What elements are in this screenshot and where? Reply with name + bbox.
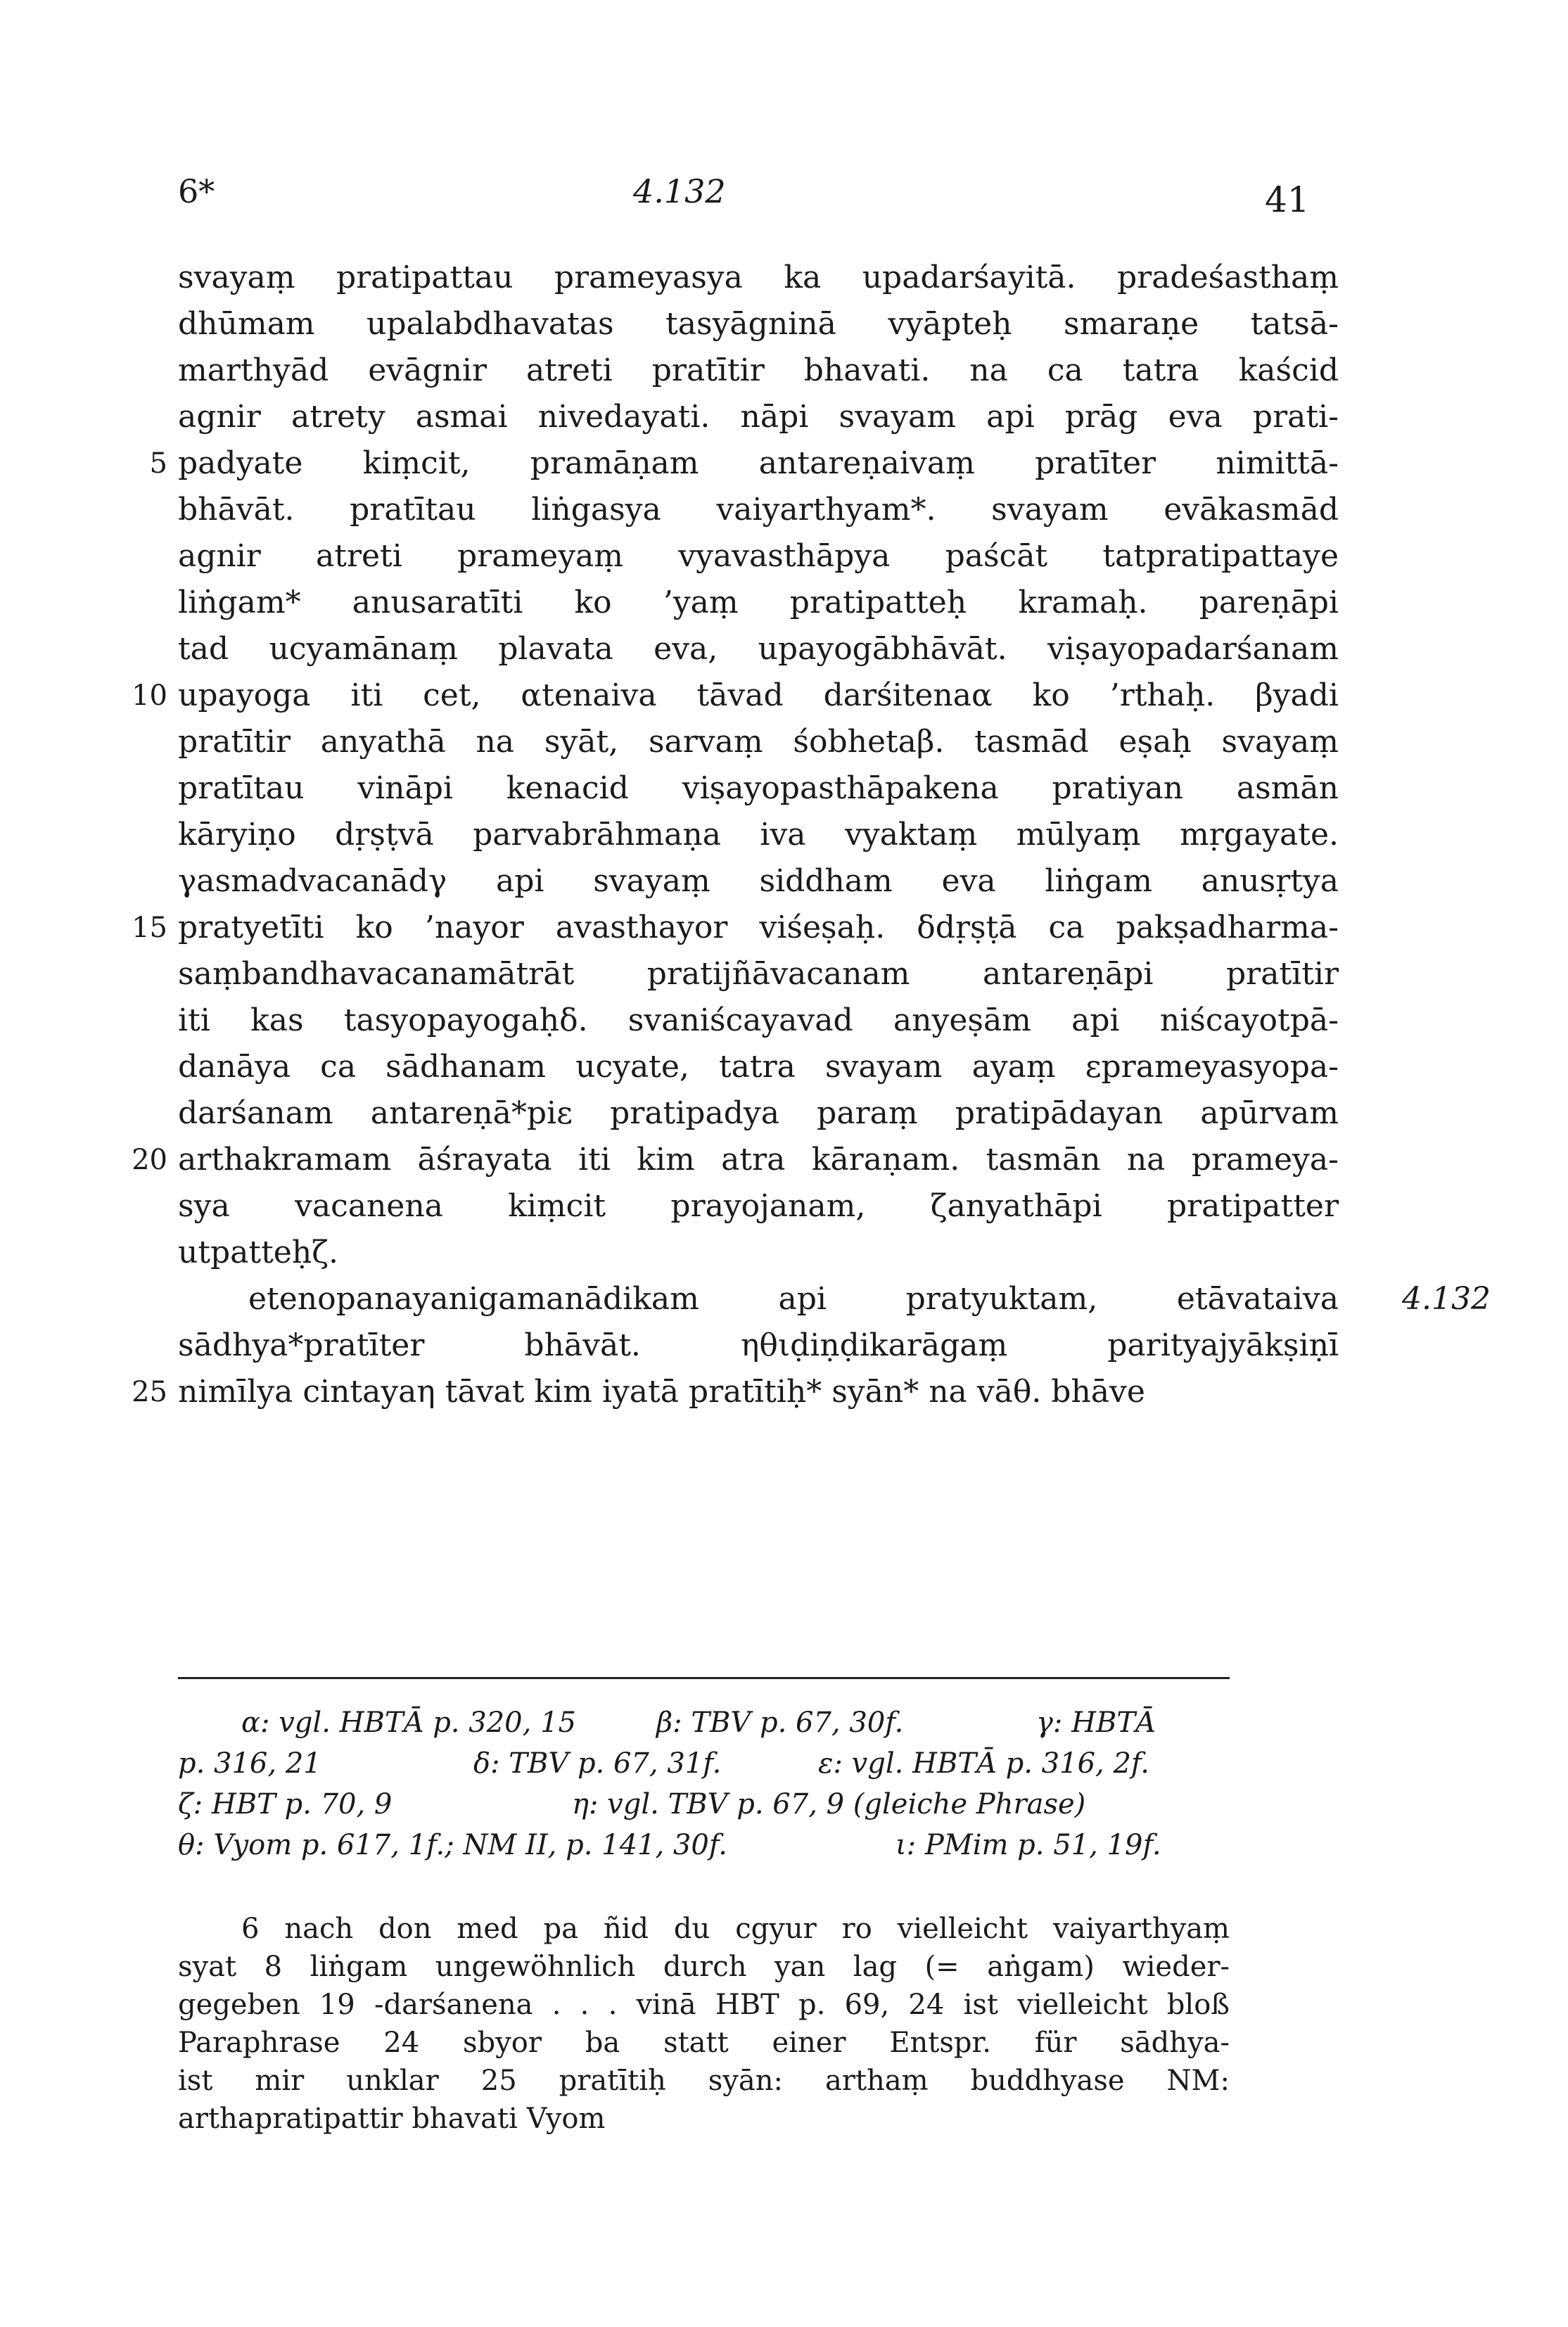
note-line: Paraphrase 24 sbyor ba statt einer Entspr. für sādhya-	[178, 2027, 1230, 2059]
line-number: 20	[132, 1144, 167, 1176]
line-number: 5	[149, 447, 167, 480]
text-line: liṅgam* anusaratīti ko ’yaṃ pratipatteḥ kramaḥ. pareṇāpi	[178, 585, 1339, 620]
text-line: γasmadvacanādγ api svayaṃ siddham eva liṅgam anusṛtya	[178, 863, 1339, 899]
text-line: 25 nimīlya cintayaη tāvat kim iyatā pratītiḥ* syān* na vāθ. bhāve	[178, 1369, 1339, 1415]
margin-reference: 4.132	[1402, 1281, 1491, 1317]
text-line: 20 arthakramam āśrayata iti kim atra kāraṇam. tasmān na prameya-	[178, 1137, 1339, 1183]
text-line: marthyād evāgnir atreti pratītir bhavati. na ca tatra kaścid	[178, 352, 1339, 388]
line-number: 15	[132, 912, 167, 944]
running-header-left: 6*	[178, 172, 215, 210]
line-number: 25	[132, 1376, 167, 1408]
text-line: kāryiṇo dṛṣṭvā parvabrāhmaṇa iva vyaktaṃ mūlyaṃ mṛgayate.	[178, 817, 1339, 853]
text-line: danāya ca sādhanam ucyate, tatra svayam ayaṃ εprameyasyopa-	[178, 1049, 1339, 1085]
apparatus-entry: δ: TBV p. 67, 31f.	[473, 1747, 722, 1780]
text-line: 10 upayoga iti cet, αtenaiva tāvad darśitenaα ko ’rthaḥ. βyadi	[178, 672, 1339, 719]
text-line: agnir atrety asmai nivedayati. nāpi svayam api prāg eva prati-	[178, 399, 1339, 435]
note-line: arthapratipattir bhavati Vyom	[178, 2103, 606, 2135]
text-line: sya vacanena kiṃcit prayojanam, ζanyathāpi pratipatter	[178, 1188, 1339, 1224]
apparatus-entry: ι: PMim p. 51, 19f.	[895, 1829, 1161, 1861]
text-line: utpatteḥζ.	[178, 1235, 338, 1270]
apparatus-entry: γ: HBTĀ	[1036, 1707, 1156, 1739]
text-line: pratītau vināpi kenacid viṣayopasthāpakena pratiyan asmān	[178, 770, 1339, 806]
text-line: iti kas tasyopayogaḥδ. svaniścayavad anyeṣām api niścayotpā-	[178, 1002, 1339, 1038]
text-line: 5 padyate kiṃcit, pramāṇam antareṇaivaṃ pratīter nimittā-	[178, 440, 1339, 487]
footnote-divider	[178, 1677, 1230, 1679]
text-line: pratītir anyathā na syāt, sarvaṃ śobhetaβ. tasmād eṣaḥ svayaṃ	[178, 724, 1339, 760]
apparatus-entry: η: vgl. TBV p. 67, 9 (gleiche Phrase)	[572, 1788, 1086, 1821]
text-line: bhāvāt. pratītau liṅgasya vaiyarthyam*. svayam evākasmād	[178, 492, 1339, 528]
text-line: etenopanayanigamanādikam api pratyuktam, etāvataiva	[248, 1281, 1339, 1317]
text-line: 15 pratyetīti ko ’nayor avasthayor viśeṣaḥ. δdṛṣṭā ca pakṣadharma-	[178, 905, 1339, 951]
text-line: dhūmam upalabdhavatas tasyāgninā vyāpteḥ smaraṇe tatsā-	[178, 306, 1339, 342]
apparatus-entry: α: vgl. HBTĀ p. 320, 15	[241, 1707, 576, 1739]
apparatus-entry: ε: vgl. HBTĀ p. 316, 2f.	[818, 1747, 1149, 1780]
note-line: gegeben 19 -darśanena . . . vinā HBT p. 69, 24 ist vielleicht bloß	[178, 1989, 1230, 2021]
apparatus-entry: θ: Vyom p. 617, 1f.; NM II, p. 141, 30f.	[178, 1829, 727, 1861]
text-line: svayaṃ pratipattau prameyasya ka upadarśayitā. pradeśasthaṃ	[178, 260, 1339, 295]
apparatus-entry: β: TBV p. 67, 30f.	[656, 1707, 904, 1739]
running-header-center: 4.132	[633, 172, 726, 210]
apparatus-entry: p. 316, 21	[178, 1747, 321, 1780]
apparatus-entry: ζ: HBT p. 70, 9	[178, 1788, 393, 1821]
text-line: saṃbandhavacanamātrāt pratijñāvacanam antareṇāpi pratītir	[178, 956, 1339, 992]
text-line: agnir atreti prameyaṃ vyavasthāpya paścāt tatpratipattaye	[178, 538, 1339, 574]
page-number: 41	[1265, 179, 1310, 220]
note-line: ist mir unklar 25 pratītiḥ syān: arthaṃ buddhyase NM:	[178, 2065, 1230, 2097]
note-line: syat 8 liṅgam ungewöhnlich durch yan lag (= aṅgam) wieder-	[178, 1951, 1230, 1983]
text-line: darśanam antareṇā*piε pratipadya paraṃ pratipādayan apūrvam	[178, 1095, 1339, 1131]
note-line: 6 nach don med pa ñid du cgyur ro vielleicht vaiyarthyaṃ	[241, 1913, 1230, 1945]
text-line: sādhya*pratīter bhāvāt. ηθιḍiṇḍikarāgaṃ parityajyākṣiṇī	[178, 1327, 1339, 1363]
text-line: tad ucyamānaṃ plavata eva, upayogābhāvāt. viṣayopadarśanam	[178, 631, 1339, 667]
line-number: 10	[132, 680, 167, 712]
